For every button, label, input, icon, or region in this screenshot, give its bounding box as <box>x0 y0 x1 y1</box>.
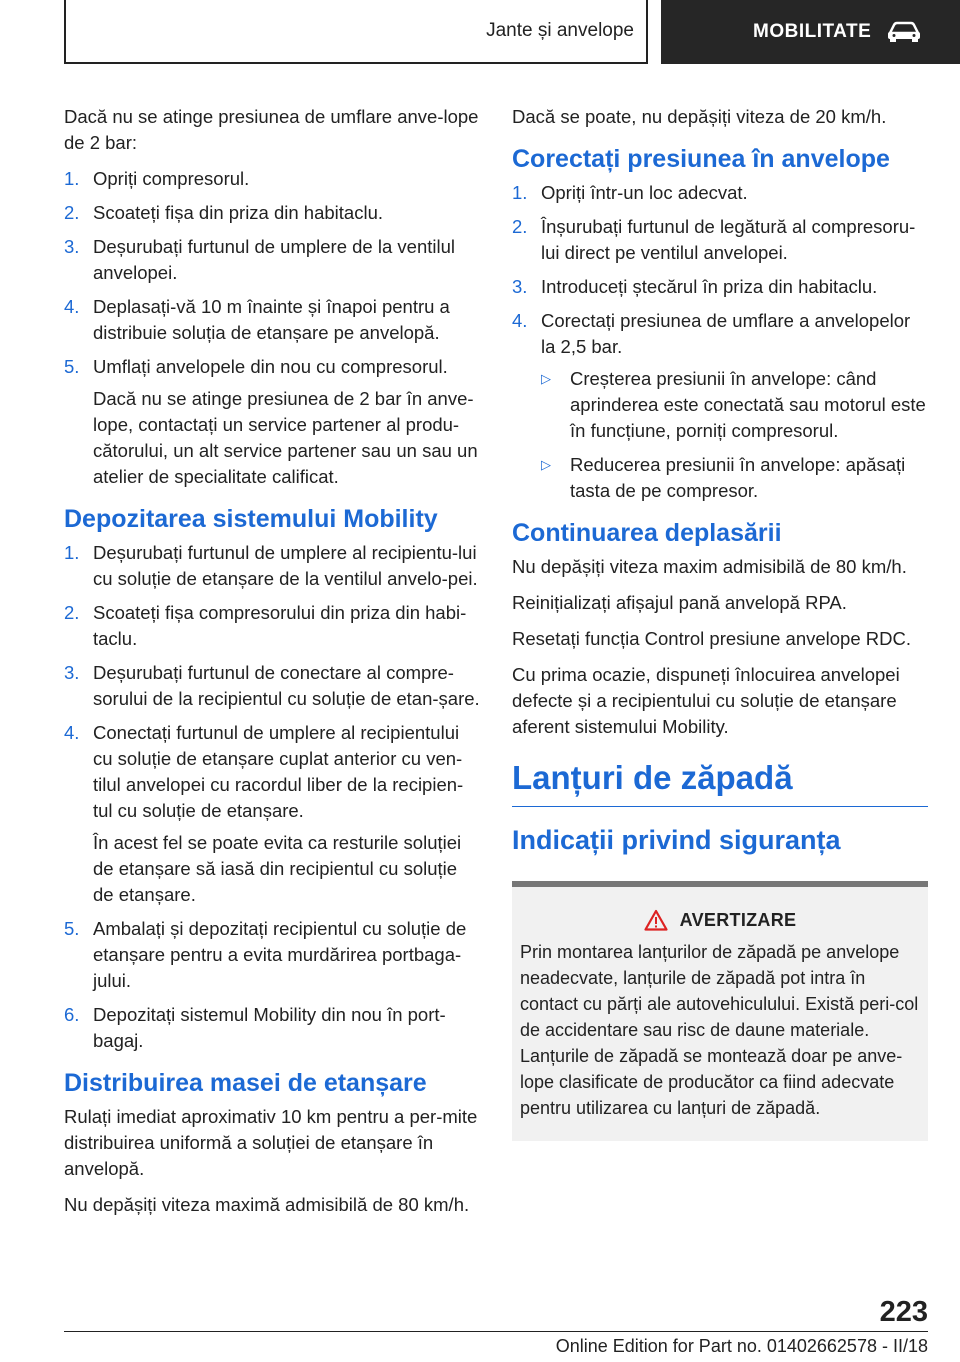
title-divider <box>512 806 928 807</box>
step-text: Ambalați și depozitați recipientul cu soluție de etanșare pentru a evita murdărirea portbaga-jului. <box>93 918 467 991</box>
step-text: Deplasați-vă 10 m înainte și înapoi pentru a distribuie soluția de etanșare pe anvelopă. <box>93 296 450 343</box>
list-item <box>64 200 480 226</box>
chapter-tab <box>64 0 648 64</box>
step-number: 1. <box>512 182 528 203</box>
step-text: Umflați anvelopele din nou cu compresorul. <box>93 356 448 377</box>
continue-paragraph: Resetați funcția Control presiune anvelope RDC. <box>512 628 911 649</box>
step-number: 5. <box>64 356 80 377</box>
continue-paragraph: Cu prima ocazie, dispuneți înlocuirea anvelopei defecte și a recipientului cu soluție de etanșare aferent sistemului Mobility. <box>512 664 900 737</box>
continue-paragraph: Nu depășiți viteza maxim admisibilă de 80 km/h. <box>512 556 907 577</box>
step-number: 2. <box>64 602 80 623</box>
step-number: 4. <box>512 310 528 331</box>
step-number: 2. <box>512 216 528 237</box>
step-text: Opriți compresorul. <box>93 168 250 189</box>
warning-title: AVERTIZARE <box>679 910 797 930</box>
section-header <box>661 0 960 64</box>
step-text: Deșurubați furtunul de conectare al compre-sorului de la recipientul cu soluție de etan-șare. <box>93 662 480 709</box>
speed-paragraph: Dacă se poate, nu depășiți viteza de 20 km/h. <box>512 106 887 127</box>
chains-title: Lanțuri de zăpadă <box>512 759 793 796</box>
step-text: Depozitați sistemul Mobility din nou în port-bagaj. <box>93 1004 446 1051</box>
storage-steps-list <box>64 540 480 1054</box>
speed-limit-paragraph: Nu depășiți viteza maximă admisibilă de 80 km/h. <box>64 1194 470 1215</box>
step-number: 1. <box>64 542 80 563</box>
list-item <box>512 274 928 300</box>
bullet-text: Creșterea presiunii în anvelope: când aprinderea este conectată sau motorul este în funcțiune, porniți compresorul. <box>570 368 926 441</box>
step-text: Scoateți fișa din priza din habitaclu. <box>93 202 384 223</box>
chapter-title: Jante și anvelope <box>486 20 634 41</box>
intro-paragraph: Dacă nu se atinge presiunea de umflare anve-lope de 2 bar: <box>64 106 479 153</box>
distribution-heading: Distribuirea masei de etanșare <box>64 1069 427 1097</box>
triangle-bullet-icon: ▷ <box>541 371 551 386</box>
warning-triangle-icon <box>644 909 668 931</box>
list-item <box>64 1002 480 1054</box>
safety-heading: Indicații privind siguranța <box>512 825 841 855</box>
storage-heading: Depozitarea sistemului Mobility <box>64 505 438 533</box>
step-number: 2. <box>64 202 80 223</box>
left-column <box>64 104 480 1228</box>
pressure-bullets <box>541 366 928 504</box>
step-number: 4. <box>64 296 80 317</box>
list-item <box>64 600 480 652</box>
step-text: Opriți într-un loc adecvat. <box>541 182 748 203</box>
step-text: Introduceți ștecărul în priza din habitaclu. <box>541 276 878 297</box>
page-number: 223 <box>879 1296 928 1328</box>
step-text: Corectați presiunea de umflare a anvelopelor la 2,5 bar. <box>541 310 911 357</box>
section-title: MOBILITATE <box>753 21 872 42</box>
list-item <box>512 214 928 266</box>
footer-divider <box>64 1331 928 1332</box>
list-item <box>64 354 480 490</box>
step-number: 4. <box>64 722 80 743</box>
warning-text: Prin montarea lanțurilor de zăpadă pe anvelope neadecvate, lanțurile de zăpadă pot intra în contact cu părți ale autovehiculului. Există peri-col de accidentare sau risc de daune materiale. Lanțurile de zăpadă se montează doar pe anve-lope clasificate de producător ca fiind adecvate pentru utilizarea cu lanțuri de zăpadă. <box>520 942 919 1118</box>
step-note: În acest fel se poate evita ca resturile soluției de etanșare să iasă din recipientul cu soluție de etanșare. <box>93 832 462 905</box>
list-item <box>64 720 480 908</box>
list-item <box>512 308 928 504</box>
step-text: Deșurubați furtunul de umplere al recipientu-lui cu soluție de etanșare de la ventilul anvelo-pei. <box>93 542 478 589</box>
list-item <box>64 234 480 286</box>
step-text: Deșurubați furtunul de umplere de la ventilul anvelopei. <box>93 236 455 283</box>
edition-footer: Online Edition for Part no. 01402662578 - II/18 <box>555 1336 928 1356</box>
list-item <box>64 916 480 994</box>
step-note: Dacă nu se atinge presiunea de 2 bar în anve-lope, contactați un service partener al produ-cătorului, un alt service partener sau un sau un atelier de specialitate calificat. <box>93 388 478 487</box>
car-icon <box>887 21 921 43</box>
continue-paragraph: Reinițializați afișajul pană anvelopă RPA. <box>512 592 847 613</box>
step-text: Înșurubați furtunul de legătură al compresoru-lui direct pe ventilul anvelopei. <box>541 216 916 263</box>
step-text: Conectați furtunul de umplere al recipientului cu soluție de etanșare cuplat anterior cu ven-tilul anvelopei cu racordul liber de la recipien-tul cu soluție de etanșare. <box>93 722 464 821</box>
list-item <box>512 180 928 206</box>
step-number: 3. <box>64 662 80 683</box>
list-item <box>64 166 480 192</box>
list-item <box>541 366 928 444</box>
correct-steps-list <box>512 180 928 504</box>
list-item <box>64 660 480 712</box>
pressure-steps-list <box>64 166 480 490</box>
step-text: Scoateți fișa compresorului din priza din habi-taclu. <box>93 602 467 649</box>
correct-pressure-heading: Corectați presiunea în anvelope <box>512 145 890 173</box>
step-number: 5. <box>64 918 80 939</box>
right-column <box>512 104 928 1141</box>
continue-heading: Continuarea deplasării <box>512 519 782 547</box>
distribution-paragraph: Rulați imediat aproximativ 10 km pentru a per-mite distribuirea uniformă a soluției de etanșare în anvelopă. <box>64 1106 478 1179</box>
triangle-bullet-icon: ▷ <box>541 457 551 472</box>
step-number: 1. <box>64 168 80 189</box>
bullet-text: Reducerea presiunii în anvelope: apăsați tasta de pe compresor. <box>570 454 906 501</box>
warning-box <box>512 881 928 1141</box>
list-item <box>64 294 480 346</box>
step-number: 3. <box>512 276 528 297</box>
warning-title-row <box>520 907 920 933</box>
step-number: 3. <box>64 236 80 257</box>
list-item <box>64 540 480 592</box>
step-number: 6. <box>64 1004 80 1025</box>
list-item <box>541 452 928 504</box>
